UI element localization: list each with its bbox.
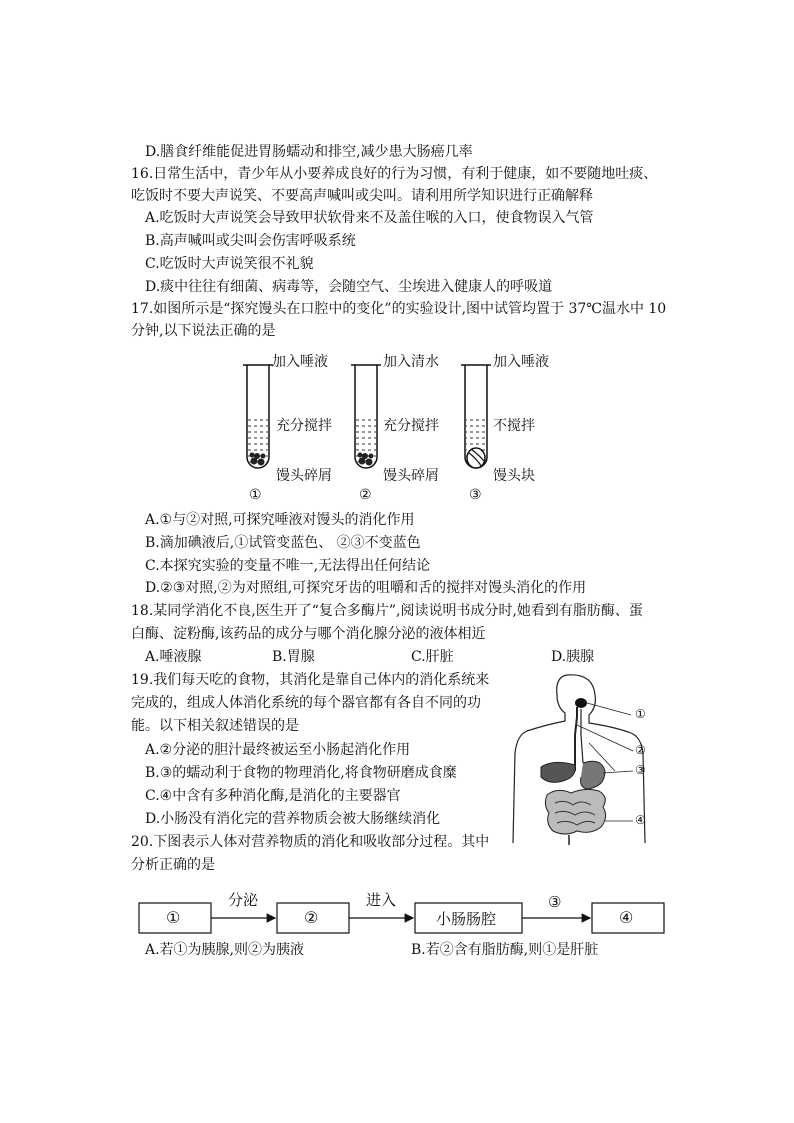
q19-stem-line1: 19.我们每天吃的食物，其消化是靠自己体内的消化系统来 <box>131 672 490 688</box>
flow-box-1: ① <box>166 908 181 927</box>
tube2-mid-label: 充分搅拌 <box>383 418 439 434</box>
digestive-system-drawing <box>505 673 675 853</box>
tube3-top-label: 加入唾液 <box>493 354 549 370</box>
intestines-icon <box>545 789 605 845</box>
q20-stem-line2: 分析正确的是 <box>131 857 215 873</box>
q18-option-a: A.唾液腺 <box>145 649 202 665</box>
q19-stem-line3: 能。以下相关叙述错误的是 <box>131 718 299 734</box>
digestion-flow-diagram <box>138 885 668 935</box>
test-tube-3 <box>461 365 491 468</box>
flow-arrow-label-1: 分泌 <box>228 891 259 909</box>
q16-stem-line2: 吃饭时不要大声说笑、不要高声喊叫或尖叫。请利用所学知识进行正确解释 <box>131 188 593 204</box>
tube3-mid-label: 不搅拌 <box>493 418 535 434</box>
q16-option-a: A.吃饭时大声说笑会导致甲状软骨来不及盖住喉的入口，使食物误入气管 <box>145 210 594 226</box>
q16-option-d: D.痰中往往有细菌、病毒等，会随空气、尘埃进入健康人的呼吸道 <box>145 279 553 295</box>
bread-block-icon <box>467 448 485 468</box>
q20-stem-line1: 20.下图表示人体对营养物质的消化和吸收部分过程。其中 <box>131 834 490 850</box>
q19-option-a: A.②分泌的胆汁最终被运至小肠起消化作用 <box>145 742 411 758</box>
tube1-number: ① <box>249 487 262 503</box>
flow-box-2: ② <box>304 908 319 927</box>
q16-stem-line1: 16.日常生活中，青少年从小要养成良好的行为习惯，有利于健康，如不要随地吐痰、 <box>131 166 658 182</box>
q17-option-d: D.②③对照,②为对照组,可探究牙齿的咀嚼和舌的搅拌对馒头消化的作用 <box>145 580 587 596</box>
tube1-bottom-label: 馒头碎屑 <box>276 468 332 484</box>
tube1-mid-label: 充分搅拌 <box>276 418 332 434</box>
q18-option-b: B.胃腺 <box>272 649 315 665</box>
q19-option-d: D.小肠没有消化完的营养物质会被大肠继续消化 <box>145 811 441 827</box>
q15-option-d: D.膳食纤维能促进胃肠蠕动和排空,减少患大肠癌几率 <box>145 144 473 160</box>
q20-option-b: B.若②含有脂肪酶,则①是肝脏 <box>411 942 599 958</box>
flow-arrow-label-2: 进入 <box>366 891 397 909</box>
q17-option-b: B.滴加碘液后,①试管变蓝色、 ②③不变蓝色 <box>145 535 421 551</box>
q18-stem-line1: 18.某同学消化不良,医生开了“复合多酶片”,阅读说明书成分时,她看到有脂肪酶、蛋 <box>131 603 643 619</box>
q16-option-c: C.吃饭时大声说笑很不礼貌 <box>145 256 314 272</box>
organ-label-2: ② <box>635 743 646 757</box>
digestive-system-figure <box>505 673 675 853</box>
q18-stem-line2: 白酶、淀粉酶,该药品的成分与哪个消化腺分泌的液体相近 <box>131 626 486 642</box>
tube3-bottom-label: 馒头块 <box>493 468 535 484</box>
test-tube-figure <box>235 345 565 510</box>
test-tube-2 <box>351 365 381 468</box>
test-tube-1 <box>243 365 273 468</box>
tube3-number: ③ <box>469 487 482 503</box>
q18-option-c: C.肝脏 <box>411 649 454 665</box>
flow-arrow-label-3: ③ <box>548 893 562 911</box>
organ-label-3: ③ <box>635 763 646 777</box>
q19-option-b: B.③的蠕动利于食物的物理消化,将食物研磨成食糜 <box>145 765 457 781</box>
q18-option-d: D.胰腺 <box>551 649 595 665</box>
flow-box-4: ④ <box>619 908 634 927</box>
q19-stem-line2: 完成的，组成人体消化系统的每个器官都有各自不同的功 <box>131 695 481 711</box>
q17-option-c: C.本探究实验的变量不唯一,无法得出任何结论 <box>145 558 431 574</box>
q16-option-b: B.高声喊叫或尖叫会伤害呼吸系统 <box>145 233 356 249</box>
organ-label-1: ① <box>635 707 646 721</box>
q17-option-a: A.①与②对照,可探究唾液对馒头的消化作用 <box>145 512 415 528</box>
tube2-bottom-label: 馒头碎屑 <box>383 468 439 484</box>
q19-option-c: C.④中含有多种消化酶,是消化的主要器官 <box>145 788 401 804</box>
tube2-number: ② <box>359 487 372 503</box>
tube1-top-label: 加入唾液 <box>272 354 328 370</box>
organ-label-4: ④ <box>635 813 646 827</box>
q17-stem-line1: 17.如图所示是“探究馒头在口腔中的变化”的实验设计,图中试管均置于 37℃温水中 10 <box>131 301 667 317</box>
flow-box-3: 小肠肠腔 <box>436 910 497 928</box>
q20-option-a: A.若①为胰腺,则②为胰液 <box>145 942 305 958</box>
q17-stem-line2: 分钟,以下说法正确的是 <box>131 323 276 339</box>
flow-arrows <box>138 885 668 935</box>
tube2-top-label: 加入清水 <box>383 354 439 370</box>
